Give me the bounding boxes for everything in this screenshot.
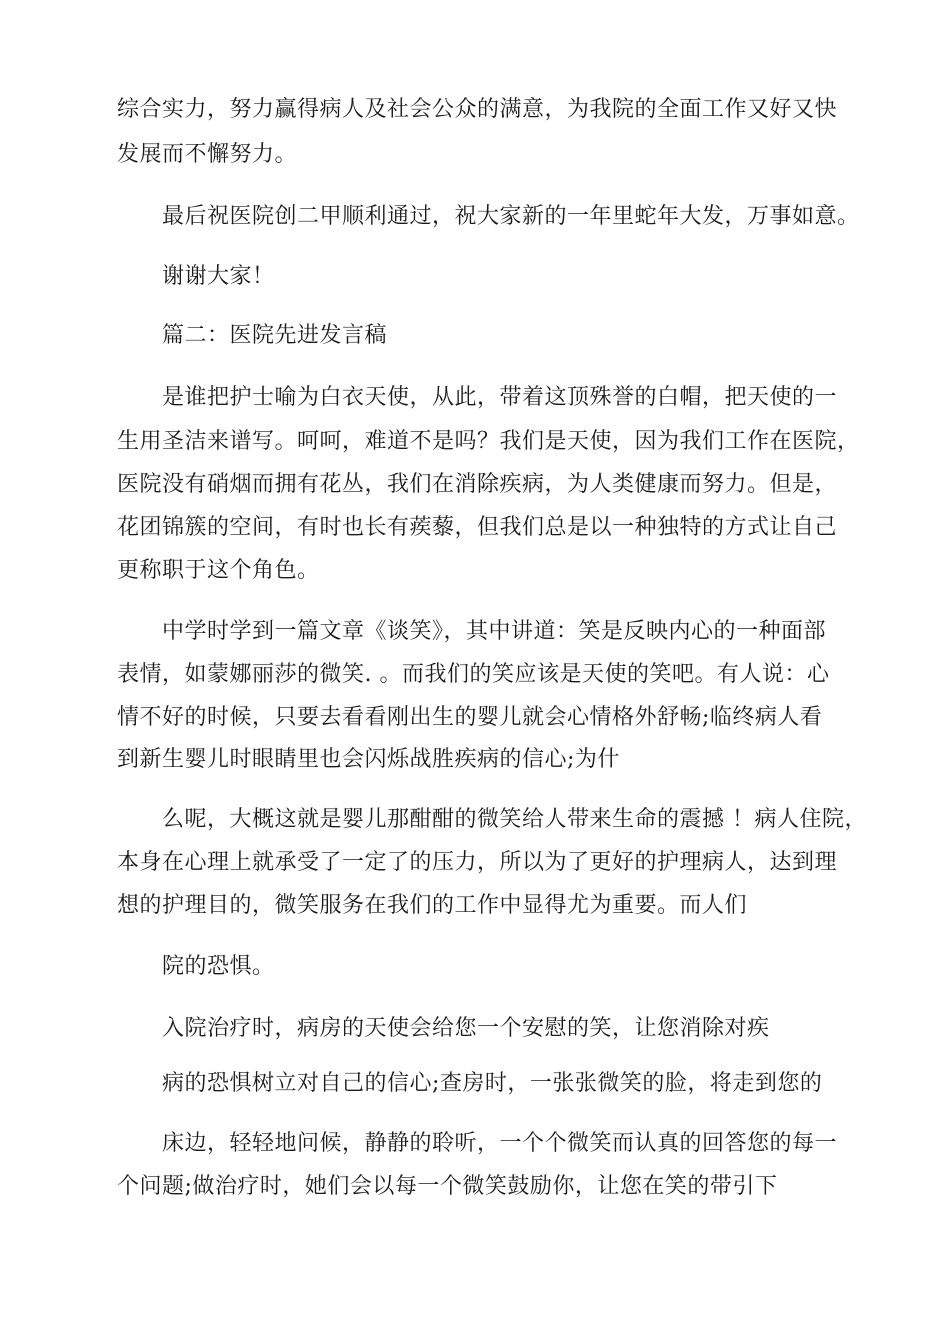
text-line: 入院治疗时，病房的天使会给您一个安慰的笑，让您消除对疾 [162,1016,770,1041]
text-line: 情不好的时候，只要去看看刚出生的婴儿就会心情格外舒畅;临终病人看 [117,705,823,730]
text-line: 谢谢大家！ [162,264,275,289]
text-line: 更称职于这个角色。 [117,558,320,583]
section-heading: 篇二：医院先进发言稿 [162,323,388,348]
text-line: 最后祝医院创二甲顺利通过，祝大家新的一年里蛇年大发，万事如意。 [162,204,860,229]
text-line: 中学时学到一篇文章《谈笑》，其中讲道：笑是反映内心的一种面部 [162,619,827,644]
text-line: 到新生婴儿时眼睛里也会闪烁战胜疾病的信心;为什 [117,747,620,772]
text-line: 医院没有硝烟而拥有花丛，我们在消除疾病，为人类健康而努力。但是， [117,472,838,497]
text-line: 院的恐惧。 [162,954,275,979]
text-line: 生用圣洁来谱写。呵呵，难道不是吗？我们是天使，因为我们工作在医院， [117,429,860,454]
text-line: 表情，如蒙娜丽莎的微笑. 。而我们的笑应该是天使的笑吧。有人说：心 [117,662,830,687]
text-line: 发展而不懈努力。 [117,142,298,167]
text-line: 是谁把护士喻为白衣天使，从此，带着这顶殊誉的白帽，把天使的一 [162,385,838,410]
text-line: 综合实力，努力赢得病人及社会公众的满意，为我院的全面工作又好又快 [117,97,838,122]
text-line: 本身在心理上就承受了一定了的压力，所以为了更好的护理病人，达到理 [117,850,838,875]
text-line: 么呢，大概这就是婴儿那酣酣的微笑给人带来生命的震撼 ！病人住院， [162,807,867,832]
text-line: 个问题;做治疗时，她们会以每一个微笑鼓励你，让您在笑的带引下 [117,1174,778,1199]
text-line: 病的恐惧树立对自己的信心;查房时，一张张微笑的脸，将走到您的 [162,1071,823,1096]
text-line: 床边，轻轻地问候，静静的聆听，一个个微笑而认真的回答您的每一 [162,1131,838,1156]
text-line: 花团锦簇的空间，有时也长有蒺藜，但我们总是以一种独特的方式让自己 [117,515,838,540]
text-line: 想的护理目的，微笑服务在我们的工作中显得尤为重要。而人们 [117,893,748,918]
